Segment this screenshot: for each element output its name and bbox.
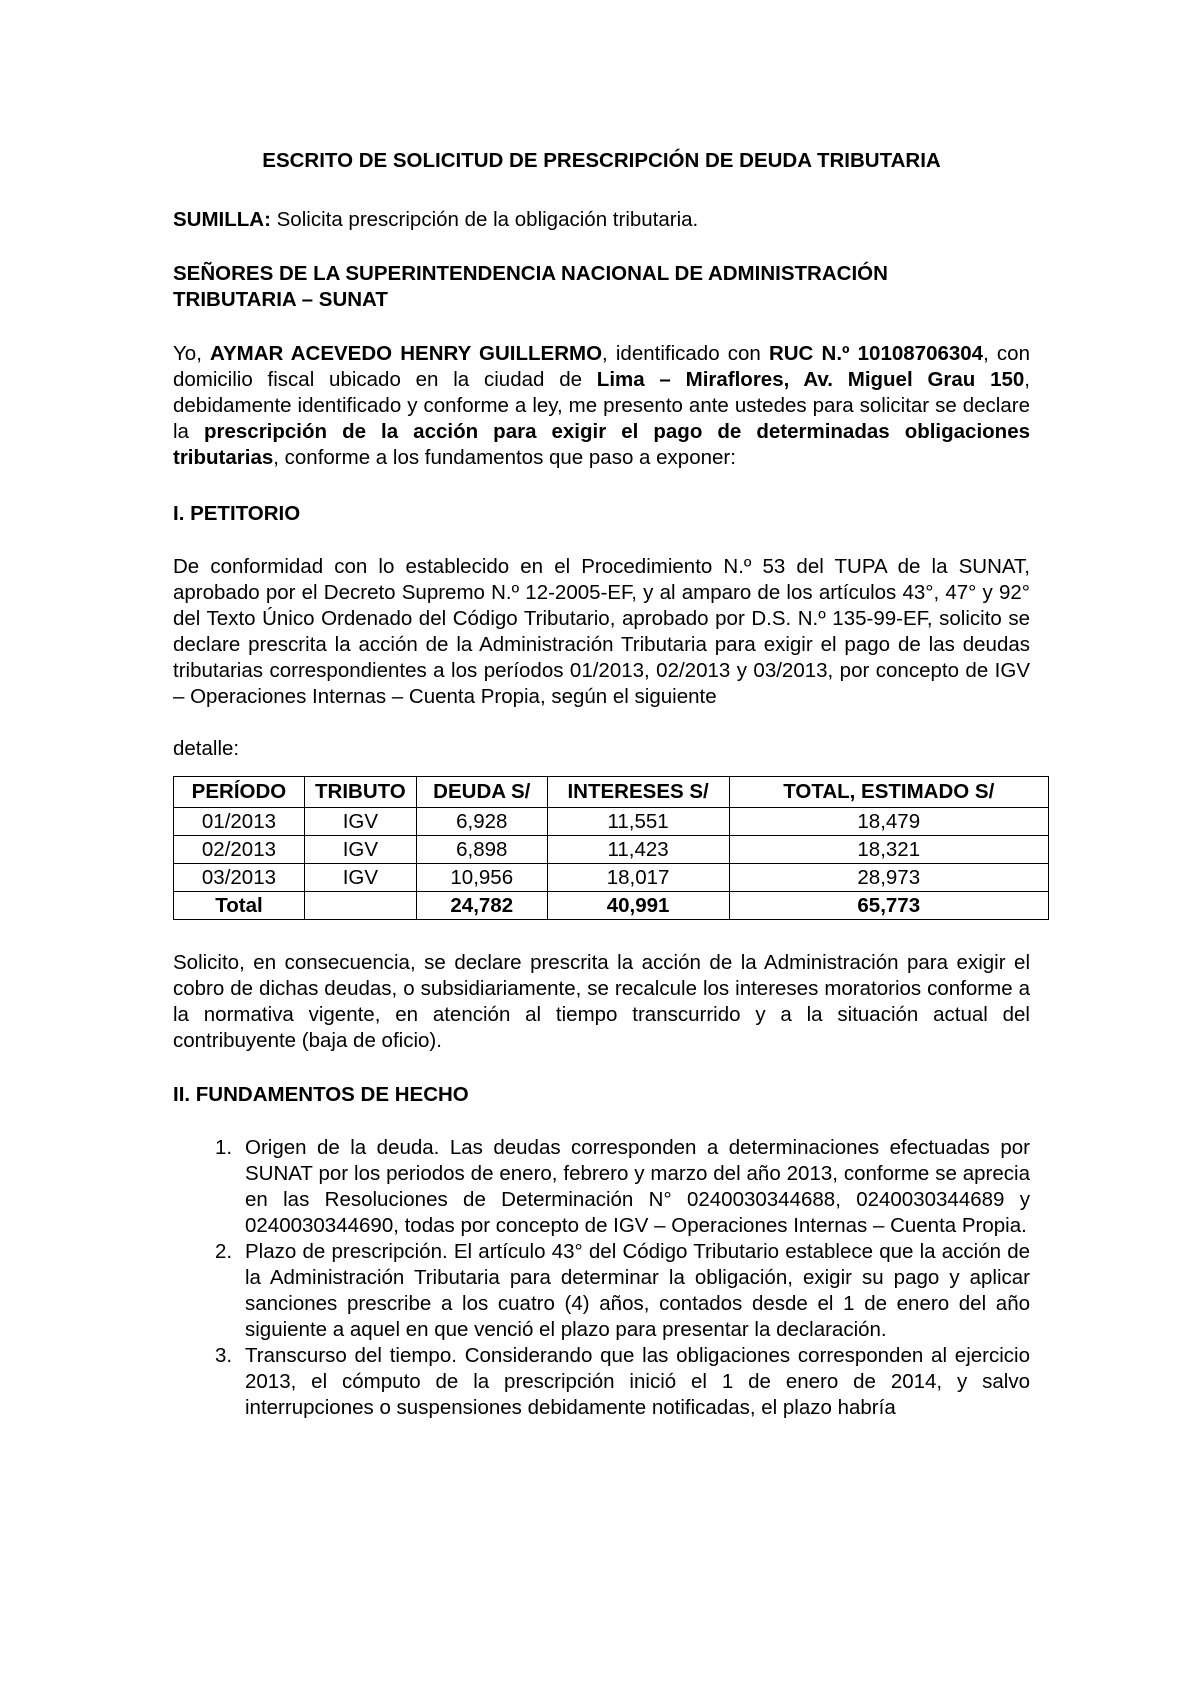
- table-row: [174, 808, 1049, 836]
- debt-table: [173, 776, 1049, 920]
- col-header-total: TOTAL, ESTIMADO S/: [729, 777, 1048, 808]
- total-deuda: 24,782: [416, 892, 547, 920]
- petitorio-paragraph: De conformidad con lo establecido en el Procedimiento N.º 53 del TUPA de la SUNAT, aprobado por el Decreto Supremo N.º 12-2005-EF, y al amparo de los artículos 43°, 47° y 92° del Texto Único Ordenado del Código Tributario, aprobado por D.S. N.º 135-99-EF, solicito se declare prescrita la acción de la Administración Tributaria para exigir el pago de las deudas tributarias correspondientes a los períodos 01/2013, 02/2013 y 03/2013, por concepto de IGV – Operaciones Internas – Cuenta Propia, según el siguiente: [173, 555, 1030, 708]
- petitorio-heading: I. PETITORIO: [173, 502, 301, 525]
- total-tributo: [304, 892, 416, 920]
- sumilla: [173, 207, 1030, 233]
- cell-total: 18,479: [729, 808, 1048, 836]
- table-row: [174, 864, 1049, 892]
- intro-text-5: , conforme a los fundamentos que paso a exponer:: [273, 446, 736, 469]
- intro-text-4: , debidamente identificado y conforme a ley, me presento ante ustedes para solicitar se declare la: [173, 368, 1030, 443]
- list-item-number-wrap: [173, 1239, 245, 1343]
- list-item-number: 1.: [215, 1136, 233, 1159]
- solicito-paragraph: Solicito, en consecuencia, se declare prescrita la acción de la Administración para exigir el cobro de dichas deudas, o subsidiariamente, se recalcule los intereses moratorios conforme a la normativa vigente, en atención al tiempo transcurrido y a la situación actual del contribuyente (baja de oficio).: [173, 951, 1030, 1052]
- total-intereses: 40,991: [547, 892, 729, 920]
- ruc-number: RUC N.º 10108706304: [768, 342, 984, 365]
- cell-tributo: IGV: [304, 864, 416, 892]
- list-item: [173, 1343, 1030, 1421]
- list-item-number: 2.: [215, 1240, 233, 1263]
- list-item-number: 3.: [215, 1344, 233, 1367]
- document-title: ESCRITO DE SOLICITUD DE PRESCRIPCIÓN DE DEUDA TRIBUTARIA: [262, 149, 941, 172]
- request-summary: prescripción de la acción para exigir el pago de determinadas obligaciones tributarias: [173, 420, 1030, 469]
- list-item-number-wrap: [173, 1343, 245, 1421]
- hechos-list: [173, 1135, 1030, 1421]
- cell-tributo: IGV: [304, 836, 416, 864]
- table-header-row: [174, 777, 1049, 808]
- total-label: Total: [174, 892, 305, 920]
- cell-deuda: 6,898: [416, 836, 547, 864]
- intro-text-1: Yo,: [173, 342, 211, 365]
- intro-text-3: , con domicilio fiscal ubicado en la ciudad de: [173, 342, 1030, 391]
- list-item-text: Transcurso del tiempo. Considerando que las obligaciones corresponden al ejercicio 2013, el cómputo de la prescripción inició el 1 de enero de 2014, y salvo interrupciones o suspensiones debidamente notificadas, el plazo habría: [245, 1344, 1030, 1419]
- list-item-number-wrap: [173, 1135, 245, 1239]
- cell-intereses: 11,423: [547, 836, 729, 864]
- col-header-tributo: TRIBUTO: [304, 777, 416, 808]
- sumilla-label: SUMILLA:: [173, 208, 271, 231]
- cell-periodo: 01/2013: [174, 808, 305, 836]
- intro-text-2: , identificado con: [602, 342, 769, 365]
- col-header-periodo: PERÍODO: [174, 777, 305, 808]
- cell-intereses: 11,551: [547, 808, 729, 836]
- addressee-line-1: SEÑORES DE LA SUPERINTENDENCIA NACIONAL DE ADMINISTRACIÓN: [173, 262, 888, 285]
- list-item-text: Plazo de prescripción. El artículo 43° del Código Tributario establece que la acción de la Administración Tributaria para determinar la obligación, exigir su pago y aplicar sanciones prescribe a los cuatro (4) años, contados desde el 1 de enero del año siguiente a aquel en que venció el plazo para presentar la declaración.: [245, 1240, 1030, 1341]
- list-item-text: Origen de la deuda. Las deudas corresponden a determinaciones efectuadas por SUNAT por los periodos de enero, febrero y marzo del año 2013, conforme se aprecia en las Resoluciones de Determinación N° 0240030344688, 0240030344689 y 0240030344690, todas por concepto de IGV – Operaciones Internas – Cuenta Propia.: [245, 1136, 1030, 1237]
- list-item: [173, 1239, 1030, 1343]
- intro-paragraph: [173, 341, 1030, 471]
- addressee: [173, 261, 1030, 313]
- table-total-row: [174, 892, 1049, 920]
- table-row: [174, 836, 1049, 864]
- addressee-line-2: TRIBUTARIA – SUNAT: [173, 288, 388, 311]
- cell-intereses: 18,017: [547, 864, 729, 892]
- cell-deuda: 10,956: [416, 864, 547, 892]
- cell-periodo: 03/2013: [174, 864, 305, 892]
- cell-total: 28,973: [729, 864, 1048, 892]
- detalle-label: detalle:: [173, 737, 240, 760]
- cell-total: 18,321: [729, 836, 1048, 864]
- fiscal-address: Lima – Miraflores, Av. Miguel Grau 150: [596, 368, 1025, 391]
- applicant-name: AYMAR ACEVEDO HENRY GUILLERMO: [210, 342, 603, 365]
- sumilla-text: Solicita prescripción de la obligación tributaria.: [270, 208, 699, 231]
- col-header-intereses: INTERESES S/: [547, 777, 729, 808]
- hechos-heading: II. FUNDAMENTOS DE HECHO: [173, 1083, 469, 1106]
- cell-tributo: IGV: [304, 808, 416, 836]
- total-total: 65,773: [729, 892, 1048, 920]
- col-header-deuda: DEUDA S/: [416, 777, 547, 808]
- list-item: [173, 1135, 1030, 1239]
- cell-periodo: 02/2013: [174, 836, 305, 864]
- cell-deuda: 6,928: [416, 808, 547, 836]
